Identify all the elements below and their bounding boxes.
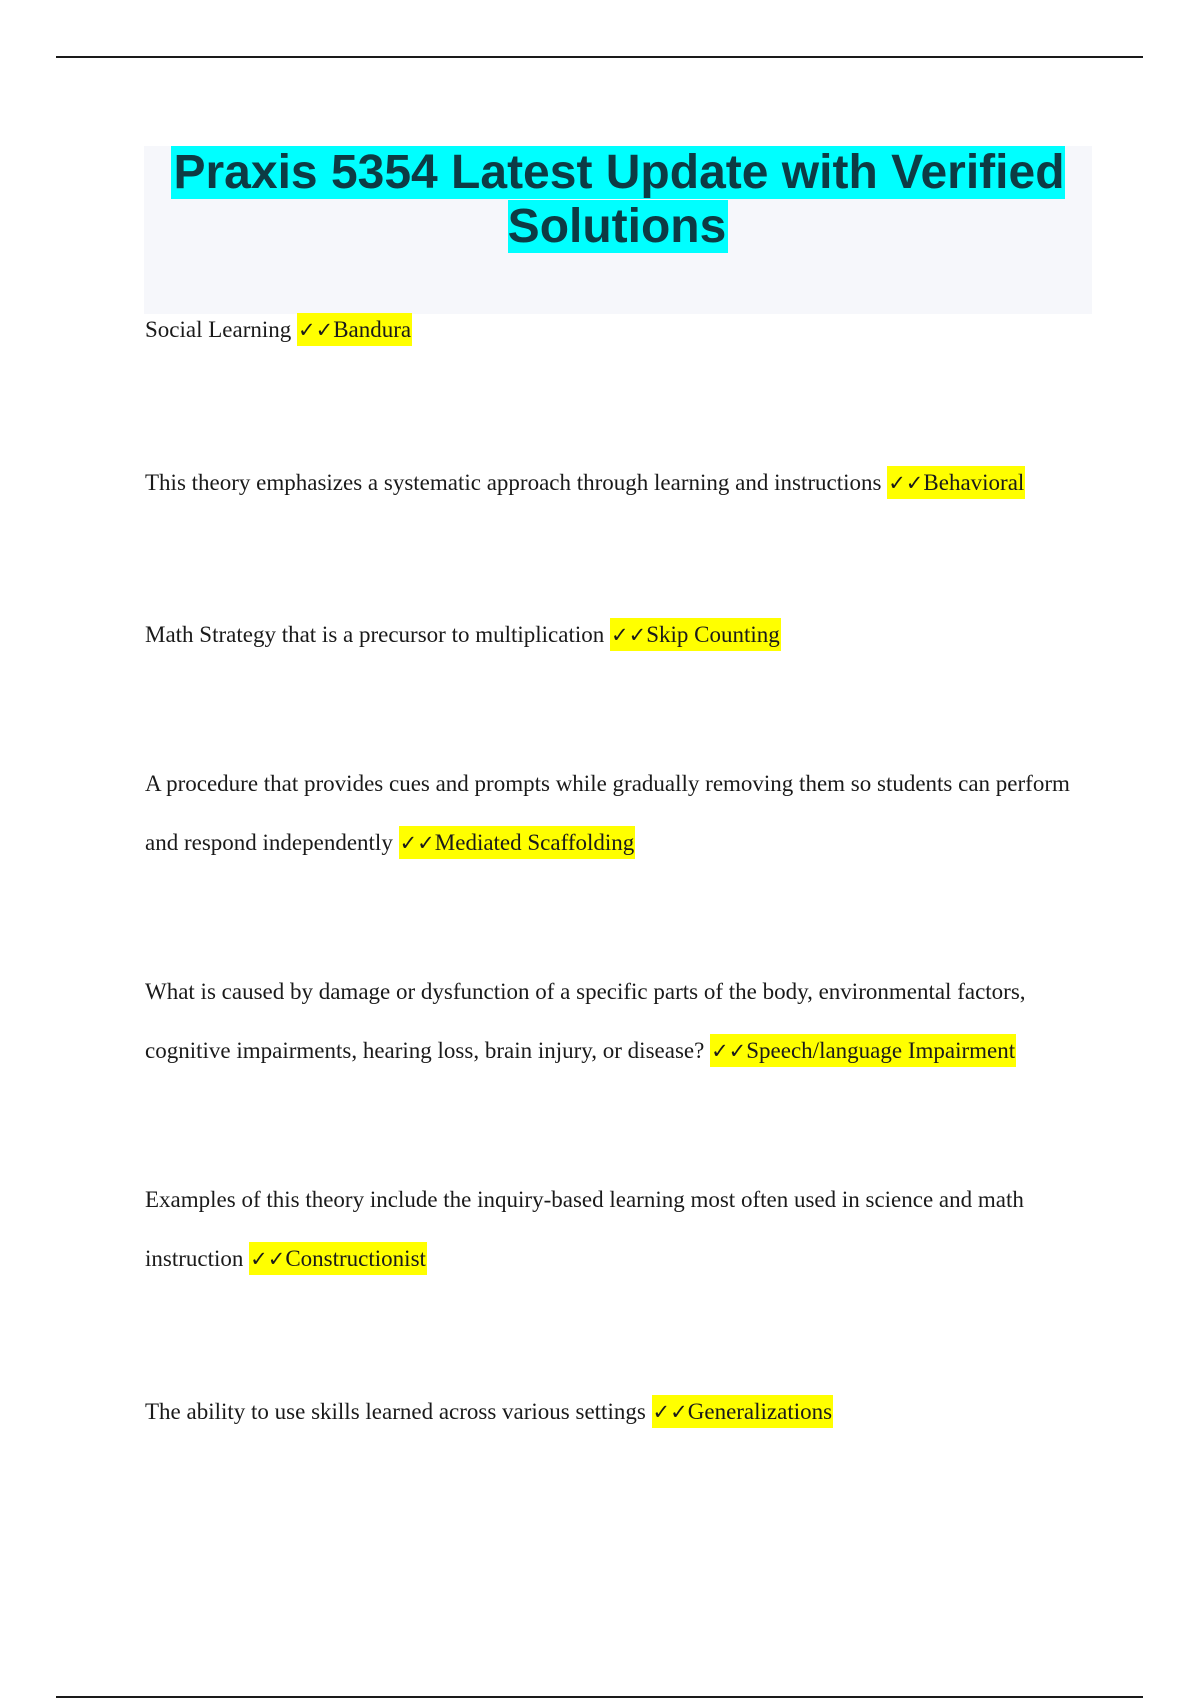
question-text: The ability to use skills learned across various settings <box>145 1399 646 1424</box>
bottom-rule <box>56 1696 1143 1698</box>
title-banner <box>144 146 1092 314</box>
qa-item-5 <box>145 962 1085 1081</box>
question-text: What is caused by damage or dysfunction of a specific parts of the body, environmental factors, cognitive impairments, hearing loss, brain injury, or disease? <box>145 979 1026 1063</box>
title-highlight: Praxis 5354 Latest Update with Verified Solutions <box>173 146 1065 253</box>
answer-text: Constructionist <box>285 1246 426 1271</box>
question-text: Math Strategy that is a precursor to multiplication <box>145 622 605 647</box>
double-check-icon: ✓✓ <box>399 831 435 855</box>
answer-highlight <box>710 1034 1016 1067</box>
answer-text: Generalizations <box>687 1399 833 1424</box>
top-rule <box>56 56 1143 58</box>
double-check-icon: ✓✓ <box>250 1247 286 1271</box>
answer-text: Behavioral <box>923 470 1025 495</box>
qa-item-4 <box>145 754 1085 873</box>
question-text: A procedure that provides cues and prompts while gradually removing them so students can perform and respond independently <box>145 771 1070 855</box>
double-check-icon: ✓✓ <box>888 471 924 495</box>
answer-text: Mediated Scaffolding <box>434 830 635 855</box>
double-check-icon: ✓✓ <box>652 1400 688 1424</box>
qa-item-6 <box>145 1170 1085 1289</box>
answer-highlight <box>610 618 781 651</box>
qa-item-7 <box>145 1382 1085 1442</box>
qa-item-1 <box>145 300 1085 360</box>
answer-highlight <box>297 313 412 346</box>
answer-text: Bandura <box>333 317 412 342</box>
document-title <box>144 146 1092 254</box>
answer-text: Speech/language Impairment <box>746 1038 1016 1063</box>
answer-highlight <box>887 466 1025 499</box>
qa-item-2 <box>145 453 1085 513</box>
double-check-icon: ✓✓ <box>611 623 647 647</box>
answer-text: Skip Counting <box>646 622 780 647</box>
qa-item-3 <box>145 605 1085 665</box>
answer-highlight <box>652 1395 834 1428</box>
question-text: This theory emphasizes a systematic approach through learning and instructions <box>145 470 882 495</box>
answer-highlight <box>249 1242 427 1275</box>
double-check-icon: ✓✓ <box>711 1039 747 1063</box>
double-check-icon: ✓✓ <box>298 318 334 342</box>
answer-highlight <box>399 826 636 859</box>
question-text: Social Learning <box>145 317 292 342</box>
question-text: Examples of this theory include the inquiry-based learning most often used in science and math instruction <box>145 1187 1024 1271</box>
